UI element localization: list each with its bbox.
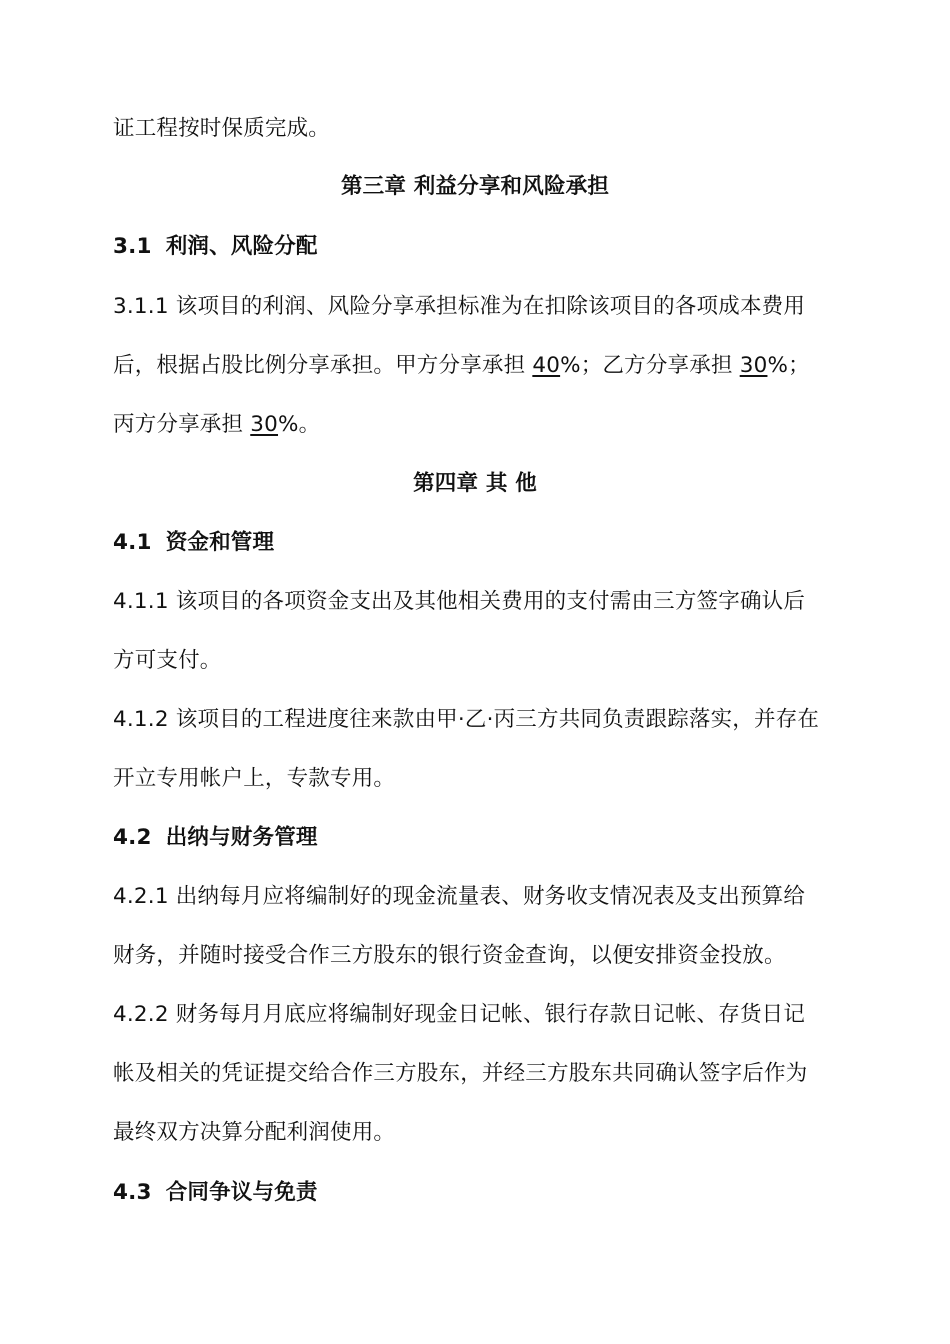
clause-4-2-2-line-1: 4.2.2 财务每月月底应将编制好现金日记帐、银行存款日记帐、存货日记: [113, 1002, 806, 1027]
clause-3-1-1-line-3: [113, 410, 320, 440]
clause-3-1-1-line-2: [113, 351, 810, 381]
clause-4-1-1-line-1: 4.1.1 该项目的各项资金支出及其他相关费用的支付需由三方签字确认后: [113, 589, 806, 614]
chapter-3-title: 第三章 利益分享和风险承担: [340, 174, 610, 199]
clause-4-1-1-line-2: 方可支付。: [113, 648, 222, 673]
text-segment: %；: [767, 353, 810, 378]
text-segment: %。: [278, 412, 321, 437]
chapter-4-title: 第四章 其 他: [413, 471, 537, 496]
clause-4-2-1-line-1: 4.2.1 出纳每月应将编制好的现金流量表、财务收支情况表及支出预算给: [113, 884, 806, 909]
section-title: 出纳与财务管理: [165, 825, 318, 850]
party-c-share: 30: [250, 412, 279, 437]
text-segment: 丙方分享承担: [113, 412, 251, 437]
section-number: 4.3: [113, 1180, 152, 1205]
clause-3-1-1-line-1: 3.1.1 该项目的利润、风险分享承担标准为在扣除该项目的各项成本费用: [113, 294, 806, 319]
party-b-share: 30: [739, 353, 768, 378]
section-4-1-heading: [113, 528, 274, 558]
text-segment: %；乙方分享承担: [560, 353, 740, 378]
section-title: 合同争议与免责: [165, 1180, 318, 1205]
section-3-1-heading: [113, 232, 318, 262]
section-title: 资金和管理: [165, 530, 275, 555]
section-number: 4.1: [113, 530, 152, 555]
section-title: 利润、风险分配: [165, 234, 318, 259]
section-4-2-heading: [113, 823, 318, 853]
paragraph-continuation: 证工程按时保质完成。: [113, 116, 331, 141]
text-segment: 后，根据占股比例分享承担。甲方分享承担: [113, 353, 533, 378]
clause-4-2-2-line-3: 最终双方决算分配利润使用。: [113, 1120, 396, 1145]
section-number: 3.1: [113, 234, 152, 259]
clause-4-2-2-line-2: 帐及相关的凭证提交给合作三方股东，并经三方股东共同确认签字后作为: [113, 1061, 808, 1086]
clause-4-1-2-line-2: 开立专用帐户上，专款专用。: [113, 766, 396, 791]
clause-4-2-1-line-2: 财务，并随时接受合作三方股东的银行资金查询，以便安排资金投放。: [113, 943, 786, 968]
clause-4-1-2-line-1: 4.1.2 该项目的工程进度往来款由甲·乙·丙三方共同负责跟踪落实，并存在: [113, 707, 820, 732]
party-a-share: 40: [532, 353, 561, 378]
section-number: 4.2: [113, 825, 152, 850]
section-4-3-heading: [113, 1178, 318, 1208]
